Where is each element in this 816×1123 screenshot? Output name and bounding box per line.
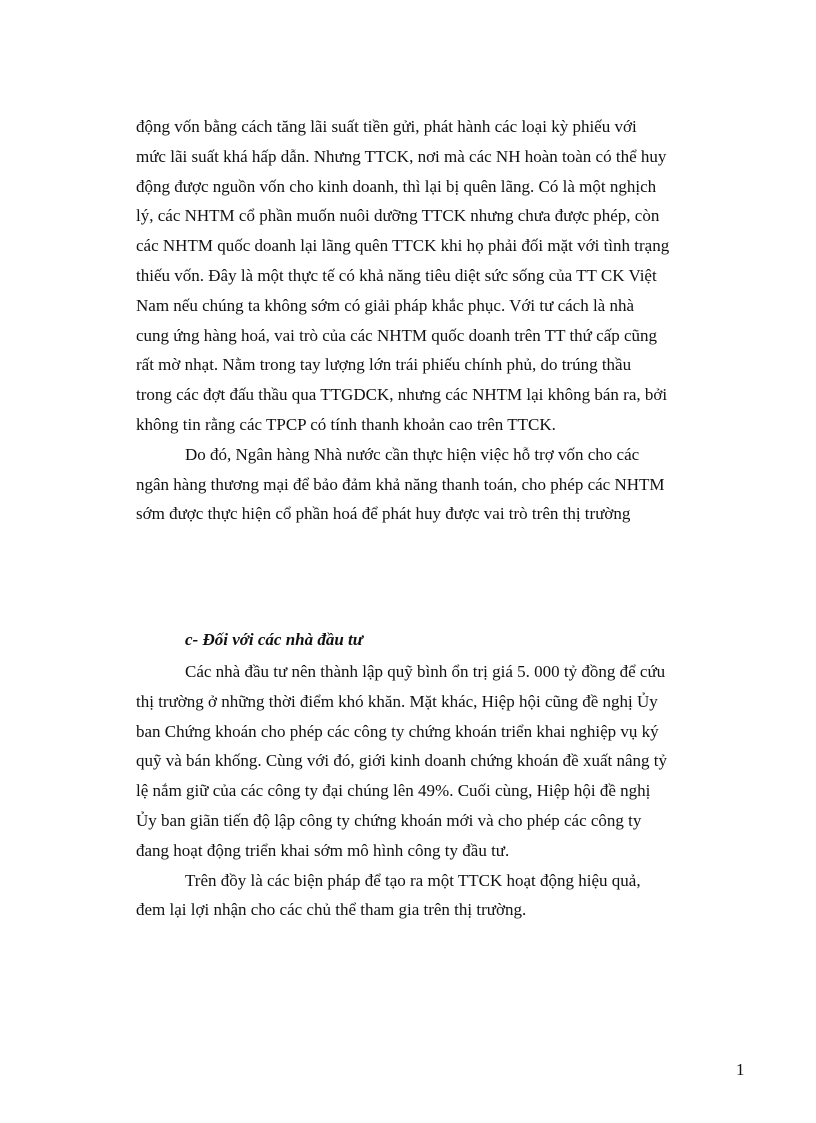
text-line: Nam nếu chúng ta không sớm có giải pháp khắc phục. Với tư cách là nhà (136, 295, 635, 315)
text-line: động được nguồn vốn cho kinh doanh, thì lại bị quên lãng. Có là một nghịch (136, 176, 657, 196)
text-line: thiếu vốn. Đây là một thực tế có khả năng tiêu diệt sức sống của TT CK Việt (136, 265, 657, 285)
text-line: đem lại lợi nhận cho các chủ thể tham gia trên thị trường. (136, 900, 527, 920)
text-line: trong các đợt đấu thầu qua TTGDCK, nhưng các NHTM lại không bán ra, bởi (136, 385, 668, 405)
text-line: sớm được thực hiện cổ phần hoá để phát huy được vai trò trên thị trường (136, 504, 631, 524)
text-line: lệ nắm giữ của các công ty đại chúng lên 49%. Cuối cùng, Hiệp hội đề nghị (136, 781, 651, 801)
text-line: Do đó, Ngân hàng Nhà nước cần thực hiện việc hỗ trợ vốn cho các (185, 444, 640, 464)
body-text-upper (136, 112, 756, 529)
text-line: ngân hàng thương mại để bảo đảm khả năng thanh toán, cho phép các NHTM (136, 474, 665, 494)
paragraph-2 (136, 440, 756, 529)
text-line: quỹ và bán khống. Cùng với đó, giới kinh doanh chứng khoán đề xuất nâng tỷ (136, 751, 667, 771)
page-number: 1 (736, 1060, 745, 1079)
text-line: rất mờ nhạt. Nằm trong tay lượng lớn trái phiếu chính phủ, do trúng thầu (136, 355, 632, 375)
paragraph-3 (136, 657, 756, 866)
paragraph-4 (136, 866, 756, 926)
text-line: thị trường ở những thời điểm khó khăn. Mặt khác, Hiệp hội cũng đề nghị Ủy (136, 691, 658, 711)
text-line: lý, các NHTM cổ phần muốn nuôi dưỡng TTCK nhưng chưa được phép, còn (136, 206, 660, 226)
text-line: cung ứng hàng hoá, vai trò của các NHTM quốc doanh trên TT thứ cấp cũng (136, 325, 658, 345)
text-line: động vốn bằng cách tăng lãi suất tiền gửi, phát hành các loại kỳ phiếu với (136, 117, 637, 136)
text-line: Ủy ban giãn tiến độ lập công ty chứng khoán mới và cho phép các công ty (136, 810, 642, 830)
text-line: không tin rằng các TPCP có tính thanh khoản cao trên TTCK. (136, 414, 556, 434)
text-line: Các nhà đầu tư nên thành lập quỹ bình ổn trị giá 5. 000 tỷ đồng để cứu (185, 662, 666, 681)
paragraph-1 (136, 112, 756, 440)
text-line: mức lãi suất khá hấp dẫn. Nhưng TTCK, nơi mà các NH hoàn toàn có thể huy (136, 146, 667, 166)
text-line: đang hoạt động triển khai sớm mô hình công ty đầu tư. (136, 840, 510, 860)
section-heading: c- Đối với các nhà đầu tư (185, 630, 363, 649)
body-text-lower (136, 657, 756, 925)
text-line: Trên đồy là các biện pháp để tạo ra một TTCK hoạt động hiệu quả, (185, 870, 641, 890)
text-line: ban Chứng khoán cho phép các công ty chứng khoán triển khai nghiệp vụ ký (136, 721, 659, 741)
text-line: các NHTM quốc doanh lại lãng quên TTCK khi họ phải đối mặt với tình trạng (136, 236, 670, 256)
